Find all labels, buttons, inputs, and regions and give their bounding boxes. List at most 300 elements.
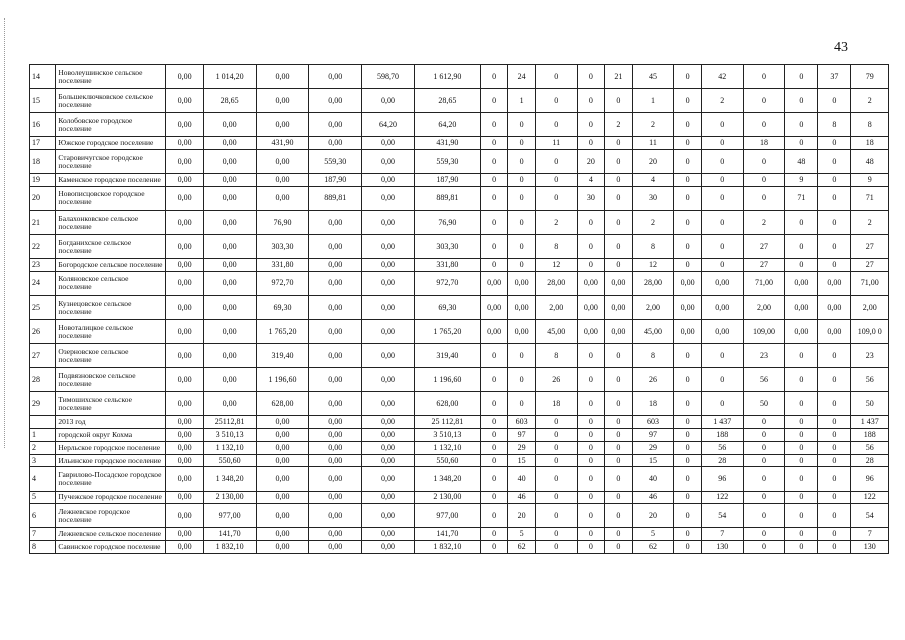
table-row	[30, 150, 889, 174]
table-cell: 0,00	[362, 271, 415, 295]
table-cell: 0	[701, 113, 743, 137]
table-cell: 0	[818, 89, 851, 113]
municipality-name: Новописцовское городское поселение	[56, 186, 166, 210]
table-cell: 0,00	[166, 467, 203, 491]
table-cell: 0	[480, 186, 507, 210]
table-row	[30, 174, 889, 187]
total-cell: 48	[851, 150, 889, 174]
table-cell: 0,00	[362, 174, 415, 187]
table-cell: 56	[701, 441, 743, 454]
table-cell: 97	[508, 429, 535, 442]
table-cell: 0,00	[605, 271, 632, 295]
table-cell: 0	[535, 441, 577, 454]
table-cell: 0	[480, 259, 507, 272]
table-cell: 0	[743, 429, 785, 442]
table-cell: 0	[785, 467, 818, 491]
table-cell: 0,00	[309, 296, 362, 320]
table-cell: 0	[480, 441, 507, 454]
table-cell: 0,00	[674, 271, 701, 295]
table-cell: 27	[743, 259, 785, 272]
table-cell: 0	[577, 541, 604, 554]
table-cell: 0	[577, 235, 604, 259]
table-row	[30, 259, 889, 272]
table-cell: 0	[785, 113, 818, 137]
row-number: 29	[30, 392, 56, 416]
table-cell: 0	[535, 454, 577, 467]
total-cell: 9	[851, 174, 889, 187]
table-cell: 50	[743, 392, 785, 416]
table-cell: 1 832,10	[414, 541, 480, 554]
table-cell: 1 832,10	[203, 541, 256, 554]
table-cell: 0,00	[203, 320, 256, 344]
table-cell: 0	[605, 210, 632, 234]
table-cell: 0,00	[203, 392, 256, 416]
table-cell: 0,00	[166, 259, 203, 272]
table-cell: 0	[785, 344, 818, 368]
table-cell: 0,00	[508, 320, 535, 344]
row-number: 18	[30, 150, 56, 174]
table-cell: 0	[818, 429, 851, 442]
table-cell: 0	[535, 113, 577, 137]
table-cell: 0,00	[256, 113, 309, 137]
table-cell: 1 437	[701, 416, 743, 429]
table-cell: 45,00	[535, 320, 577, 344]
table-cell: 0,00	[256, 150, 309, 174]
table-cell: 0,00	[362, 504, 415, 528]
table-cell: 0	[605, 441, 632, 454]
table-cell: 0,00	[166, 429, 203, 442]
table-cell: 0,00	[605, 296, 632, 320]
table-cell: 0,00	[818, 296, 851, 320]
table-cell: 598,70	[362, 65, 415, 89]
table-cell: 0	[785, 491, 818, 504]
table-cell: 0	[743, 504, 785, 528]
table-cell: 27	[743, 235, 785, 259]
table-cell: 45,00	[632, 320, 674, 344]
table-cell: 42	[701, 65, 743, 89]
table-cell: 0	[577, 491, 604, 504]
row-number: 6	[30, 504, 56, 528]
table-cell: 0	[818, 528, 851, 541]
table-cell: 0,00	[256, 528, 309, 541]
table-cell: 141,70	[414, 528, 480, 541]
table-cell: 141,70	[203, 528, 256, 541]
table-cell: 2,00	[743, 296, 785, 320]
table-cell: 0	[785, 392, 818, 416]
row-number: 22	[30, 235, 56, 259]
table-row	[30, 137, 889, 150]
table-cell: 0,00	[480, 271, 507, 295]
table-cell: 0,00	[256, 467, 309, 491]
table-cell: 0	[674, 235, 701, 259]
table-cell: 0	[818, 344, 851, 368]
table-cell: 96	[701, 467, 743, 491]
table-cell: 30	[632, 186, 674, 210]
table-cell: 40	[508, 467, 535, 491]
table-cell: 0	[508, 392, 535, 416]
table-cell: 28,65	[414, 89, 480, 113]
table-cell: 0	[785, 259, 818, 272]
total-cell: 28	[851, 454, 889, 467]
table-cell: 0	[701, 344, 743, 368]
municipality-name: Пучежское городское поселение	[56, 491, 166, 504]
table-cell: 48	[785, 150, 818, 174]
table-cell: 0	[674, 186, 701, 210]
table-cell: 0,00	[309, 504, 362, 528]
table-cell: 28,00	[632, 271, 674, 295]
total-cell: 71,00	[851, 271, 889, 295]
table-row	[30, 392, 889, 416]
table-cell: 69,30	[414, 296, 480, 320]
table-cell: 0	[480, 504, 507, 528]
table-cell: 0	[605, 259, 632, 272]
table-cell: 0,00	[256, 186, 309, 210]
table-cell: 9	[785, 174, 818, 187]
row-number: 21	[30, 210, 56, 234]
table-cell: 0	[785, 528, 818, 541]
table-cell: 1	[632, 89, 674, 113]
municipality-name: городской округ Кохма	[56, 429, 166, 442]
table-cell: 11	[535, 137, 577, 150]
table-cell: 0	[785, 65, 818, 89]
table-cell: 0	[577, 467, 604, 491]
table-cell: 0	[577, 65, 604, 89]
table-cell: 0,00	[203, 186, 256, 210]
table-cell: 188	[701, 429, 743, 442]
table-cell: 628,00	[256, 392, 309, 416]
table-cell: 0	[674, 65, 701, 89]
table-cell: 0,00	[362, 235, 415, 259]
table-cell: 0	[701, 235, 743, 259]
table-cell: 0,00	[362, 429, 415, 442]
table-row	[30, 368, 889, 392]
table-cell: 2 130,00	[203, 491, 256, 504]
table-cell: 0	[508, 150, 535, 174]
municipality-name: Балахонковское сельское поселение	[56, 210, 166, 234]
table-cell: 0	[480, 429, 507, 442]
table-cell: 0,00	[309, 271, 362, 295]
table-row	[30, 113, 889, 137]
table-cell: 0	[577, 528, 604, 541]
table-cell: 0	[785, 89, 818, 113]
table-cell: 0	[577, 344, 604, 368]
table-cell: 0	[743, 454, 785, 467]
table-row	[30, 89, 889, 113]
municipality-name: Большеключковское сельское поселение	[56, 89, 166, 113]
table-cell: 20	[508, 504, 535, 528]
table-cell: 0,00	[166, 65, 203, 89]
table-cell: 0	[818, 137, 851, 150]
table-cell: 0,00	[256, 89, 309, 113]
table-cell: 0	[535, 467, 577, 491]
table-cell: 0	[674, 259, 701, 272]
table-cell: 0	[605, 528, 632, 541]
table-cell: 0	[508, 113, 535, 137]
municipality-name: Озерновское сельское поселение	[56, 344, 166, 368]
table-cell: 69,30	[256, 296, 309, 320]
table-cell: 5	[508, 528, 535, 541]
table-cell: 0,00	[309, 491, 362, 504]
total-cell: 109,0 0	[851, 320, 889, 344]
total-cell: 71	[851, 186, 889, 210]
table-cell: 0	[480, 137, 507, 150]
table-cell: 12	[632, 259, 674, 272]
table-cell: 0	[535, 174, 577, 187]
row-number: 28	[30, 368, 56, 392]
table-cell: 5	[632, 528, 674, 541]
table-cell: 0	[818, 259, 851, 272]
table-cell: 0	[535, 504, 577, 528]
table-cell: 0	[701, 174, 743, 187]
table-cell: 0,00	[362, 150, 415, 174]
table-cell: 0	[535, 65, 577, 89]
table-cell: 0,00	[166, 392, 203, 416]
table-row	[30, 491, 889, 504]
table-cell: 0	[577, 392, 604, 416]
table-cell: 0	[701, 259, 743, 272]
table-cell: 0	[577, 504, 604, 528]
table-cell: 0,00	[309, 320, 362, 344]
row-number: 23	[30, 259, 56, 272]
table-cell: 0,00	[309, 467, 362, 491]
table-cell: 71,00	[743, 271, 785, 295]
table-cell: 0	[674, 504, 701, 528]
table-cell: 0	[743, 416, 785, 429]
table-cell: 0,00	[577, 320, 604, 344]
table-cell: 0	[674, 210, 701, 234]
table-cell: 0	[480, 235, 507, 259]
table-cell: 0	[701, 368, 743, 392]
table-cell: 25 112,81	[414, 416, 480, 429]
table-cell: 0	[480, 491, 507, 504]
table-row	[30, 271, 889, 295]
table-cell: 0,00	[362, 441, 415, 454]
total-cell: 18	[851, 137, 889, 150]
table-cell: 0	[818, 504, 851, 528]
table-cell: 0,00	[362, 368, 415, 392]
table-cell: 26	[535, 368, 577, 392]
table-cell: 0,00	[166, 528, 203, 541]
total-cell: 96	[851, 467, 889, 491]
table-cell: 0	[480, 454, 507, 467]
table-cell: 8	[818, 113, 851, 137]
table-cell: 0	[743, 65, 785, 89]
table-cell: 559,30	[414, 150, 480, 174]
table-cell: 0,00	[203, 137, 256, 150]
table-cell: 0,00	[203, 296, 256, 320]
table-cell: 0,00	[309, 344, 362, 368]
table-cell: 28,00	[535, 271, 577, 295]
table-cell: 0,00	[480, 320, 507, 344]
table-cell: 0,00	[203, 210, 256, 234]
table-cell: 20	[577, 150, 604, 174]
table-cell: 0,00	[203, 174, 256, 187]
table-cell: 18	[535, 392, 577, 416]
table-cell: 0	[785, 504, 818, 528]
table-cell: 2	[605, 113, 632, 137]
table-cell: 0	[605, 416, 632, 429]
total-cell: 23	[851, 344, 889, 368]
municipality-name: Ильинское городское поселение	[56, 454, 166, 467]
table-cell: 0	[508, 235, 535, 259]
table-cell: 0	[818, 150, 851, 174]
table-cell: 0,00	[309, 137, 362, 150]
table-cell: 0	[674, 541, 701, 554]
table-cell: 0	[674, 441, 701, 454]
total-cell: 188	[851, 429, 889, 442]
table-cell: 303,30	[256, 235, 309, 259]
table-cell: 431,90	[414, 137, 480, 150]
table-cell: 45	[632, 65, 674, 89]
table-cell: 0,00	[674, 296, 701, 320]
row-number: 14	[30, 65, 56, 89]
municipality-name: Лежневское сельское поселение	[56, 528, 166, 541]
table-cell: 0,00	[362, 186, 415, 210]
table-cell: 0	[818, 467, 851, 491]
table-cell: 0	[577, 416, 604, 429]
table-cell: 0,00	[166, 89, 203, 113]
table-cell: 0	[674, 467, 701, 491]
table-cell: 0	[577, 210, 604, 234]
municipality-name: Новолеушинское сельское поселение	[56, 65, 166, 89]
table-cell: 3 510,13	[203, 429, 256, 442]
table-cell: 603	[632, 416, 674, 429]
table-cell: 0	[701, 210, 743, 234]
row-number: 2	[30, 441, 56, 454]
table-cell: 0,00	[362, 467, 415, 491]
table-cell: 0	[674, 429, 701, 442]
table-cell: 0,00	[166, 541, 203, 554]
table-cell: 0	[674, 491, 701, 504]
table-cell: 0	[701, 392, 743, 416]
total-cell: 2	[851, 89, 889, 113]
table-cell: 29	[508, 441, 535, 454]
table-cell: 0	[480, 368, 507, 392]
table-cell: 0,00	[362, 320, 415, 344]
table-cell: 0	[480, 210, 507, 234]
table-cell: 97	[632, 429, 674, 442]
table-cell: 8	[535, 344, 577, 368]
table-cell: 0,00	[166, 416, 203, 429]
table-cell: 972,70	[414, 271, 480, 295]
table-cell: 0,00	[166, 320, 203, 344]
table-cell: 0	[508, 368, 535, 392]
margin-binding-mark	[4, 18, 6, 448]
table-cell: 0	[535, 491, 577, 504]
table-cell: 0	[701, 137, 743, 150]
table-cell: 15	[508, 454, 535, 467]
table-cell: 0	[535, 541, 577, 554]
table-cell: 18	[632, 392, 674, 416]
table-cell: 0,00	[309, 528, 362, 541]
table-cell: 0	[818, 174, 851, 187]
total-cell: 54	[851, 504, 889, 528]
table-cell: 0,00	[256, 416, 309, 429]
table-cell: 0,00	[508, 296, 535, 320]
table-cell: 0,00	[166, 454, 203, 467]
table-cell: 1	[508, 89, 535, 113]
table-cell: 1 612,90	[414, 65, 480, 89]
table-cell: 0,00	[309, 392, 362, 416]
table-cell: 0,00	[166, 186, 203, 210]
table-cell: 0	[701, 186, 743, 210]
table-cell: 0	[508, 174, 535, 187]
total-cell: 2	[851, 210, 889, 234]
table-row	[30, 210, 889, 234]
total-cell: 130	[851, 541, 889, 554]
total-cell: 8	[851, 113, 889, 137]
table-row	[30, 186, 889, 210]
table-cell: 1 014,20	[203, 65, 256, 89]
table-cell: 0	[605, 491, 632, 504]
table-cell: 0	[480, 541, 507, 554]
table-cell: 0	[743, 174, 785, 187]
municipality-name: 2013 год	[56, 416, 166, 429]
table-cell: 0,00	[362, 491, 415, 504]
table-cell: 0	[535, 416, 577, 429]
row-number: 4	[30, 467, 56, 491]
table-cell: 0,00	[701, 296, 743, 320]
total-cell: 122	[851, 491, 889, 504]
row-number: 20	[30, 186, 56, 210]
table-cell: 2	[535, 210, 577, 234]
table-cell: 0,00	[203, 259, 256, 272]
table-cell: 0	[577, 89, 604, 113]
table-cell: 1 196,60	[414, 368, 480, 392]
table-cell: 2	[743, 210, 785, 234]
table-cell: 0	[605, 541, 632, 554]
table-cell: 187,90	[309, 174, 362, 187]
table-cell: 1 196,60	[256, 368, 309, 392]
table-cell: 0,00	[203, 235, 256, 259]
table-cell: 0	[577, 441, 604, 454]
table-cell: 0,00	[256, 441, 309, 454]
table-cell: 0	[818, 186, 851, 210]
table-cell: 0	[674, 454, 701, 467]
table-cell: 559,30	[309, 150, 362, 174]
table-cell: 0	[674, 392, 701, 416]
table-cell: 3 510,13	[414, 429, 480, 442]
table-cell: 0	[535, 429, 577, 442]
municipality-name: Тимошихское сельское поселение	[56, 392, 166, 416]
row-number: 25	[30, 296, 56, 320]
table-row	[30, 235, 889, 259]
table-cell: 0	[605, 467, 632, 491]
table-cell: 0,00	[785, 320, 818, 344]
table-cell: 0,00	[309, 235, 362, 259]
table-cell: 0,00	[605, 320, 632, 344]
table-cell: 0,00	[309, 541, 362, 554]
municipality-name: Старовичугское городское поселение	[56, 150, 166, 174]
table-cell: 76,90	[256, 210, 309, 234]
table-cell: 0,00	[362, 454, 415, 467]
table-cell: 0	[818, 416, 851, 429]
table-cell: 0	[818, 368, 851, 392]
row-number: 27	[30, 344, 56, 368]
table-cell: 0,00	[166, 137, 203, 150]
table-cell: 54	[701, 504, 743, 528]
table-cell: 0	[743, 528, 785, 541]
table-cell: 0,00	[362, 210, 415, 234]
table-cell: 0	[480, 65, 507, 89]
table-cell: 37	[818, 65, 851, 89]
table-cell: 0	[577, 113, 604, 137]
table-cell: 0	[785, 235, 818, 259]
table-cell: 0,00	[256, 541, 309, 554]
table-cell: 0,00	[309, 89, 362, 113]
table-cell: 0,00	[203, 368, 256, 392]
table-cell: 0,00	[166, 113, 203, 137]
